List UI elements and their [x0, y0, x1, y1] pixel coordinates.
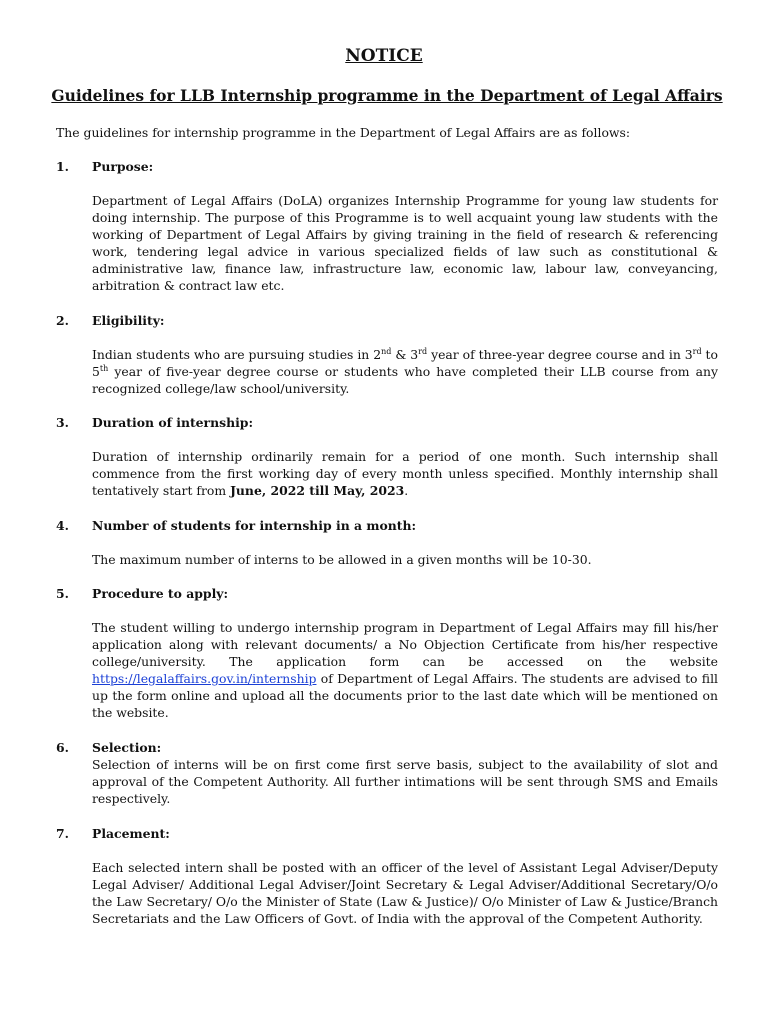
section-6-title: Selection: — [92, 740, 162, 755]
section-2-heading — [56, 312, 165, 329]
section-7-number: 7. — [56, 826, 69, 841]
section-3-text: Duration of internship ordinarily remain for a period of one month. Such internship shall commence from the first working day of every month unless specified. Monthly internship shall tentatively start from June, 2022 till May, 2023. — [92, 449, 718, 498]
page-subtitle: Guidelines for LLB Internship programme in the Department of Legal Affairs — [51, 86, 723, 105]
section-7-heading — [56, 825, 170, 842]
section-4-number: 4. — [56, 518, 69, 533]
section-1-text: Department of Legal Affairs (DoLA) organizes Internship Programme for young law students for doing internship. The purpose of this Programme is to well acquaint young law students with the working of Department of Legal Affairs by giving training in the field of research & referencing work, tendering legal advice in various specialized fields of law such as constitutional & administrative law, finance law, infrastructure law, economic law, labour law, conveyancing, arbitration & contract law etc. — [92, 193, 718, 293]
section-6-heading — [56, 739, 161, 756]
section-6-text: Selection of interns will be on first come first serve basis, subject to the availability of slot and approval of the Competent Authority. All further intimations will be sent through SMS and Emails respectively. — [92, 757, 718, 806]
section-3-title: Duration of internship: — [92, 415, 254, 430]
section-3-heading — [56, 414, 253, 431]
section-2-title: Eligibility: — [92, 313, 165, 328]
section-5-heading — [56, 585, 228, 602]
section-4-title: Number of students for internship in a month: — [92, 518, 417, 533]
section-4-text: The maximum number of interns to be allowed in a given months will be 10-30. — [92, 552, 592, 567]
section-5-text: The student willing to undergo internship program in Department of Legal Affairs may fill his/her application along with relevant documents/ a No Objection Certificate from his/her respective college/university. The application form can be accessed on the website https://legalaffairs.gov.in/internship of Department of Legal Affairs. The students are advised to fill up the form online and upload all the documents prior to the last date which will be mentioned on the website. — [92, 620, 718, 720]
section-1-number: 1. — [56, 159, 69, 174]
section-7-text: Each selected intern shall be posted with an officer of the level of Assistant Legal Adviser/Deputy Legal Adviser/ Additional Legal Adviser/Joint Secretary & Legal Adviser/Additional Secretary/O/o the Law Secretary/ O/o the Minister of State (Law & Justice)/ O/o Minister of Law & Justice/Branch Secretariats and the Law Officers of Govt. of India with the approval of the Competent Authority. — [92, 860, 718, 926]
intro-text: The guidelines for internship programme in the Department of Legal Affairs are as follows: — [56, 125, 631, 140]
section-7-title: Placement: — [92, 826, 170, 841]
section-3-number: 3. — [56, 415, 69, 430]
section-2-number: 2. — [56, 313, 69, 328]
page-title: NOTICE — [345, 46, 423, 66]
section-1-heading — [56, 158, 153, 175]
section-5-title: Procedure to apply: — [92, 586, 229, 601]
section-2-text: Indian students who are pursuing studies in 2nd & 3rd year of three-year degree course and in 3rd to 5th year of five-year degree course or students who have completed their LLB course from any recognized college/law school/university. — [92, 346, 718, 396]
internship-website-link[interactable]: https://legalaffairs.gov.in/internship — [92, 671, 317, 686]
section-1-title: Purpose: — [92, 159, 154, 174]
section-5-number: 5. — [56, 586, 69, 601]
section-4-heading — [56, 517, 416, 534]
internship-dates: June, 2022 till May, 2023 — [230, 483, 405, 498]
section-6-number: 6. — [56, 740, 69, 755]
